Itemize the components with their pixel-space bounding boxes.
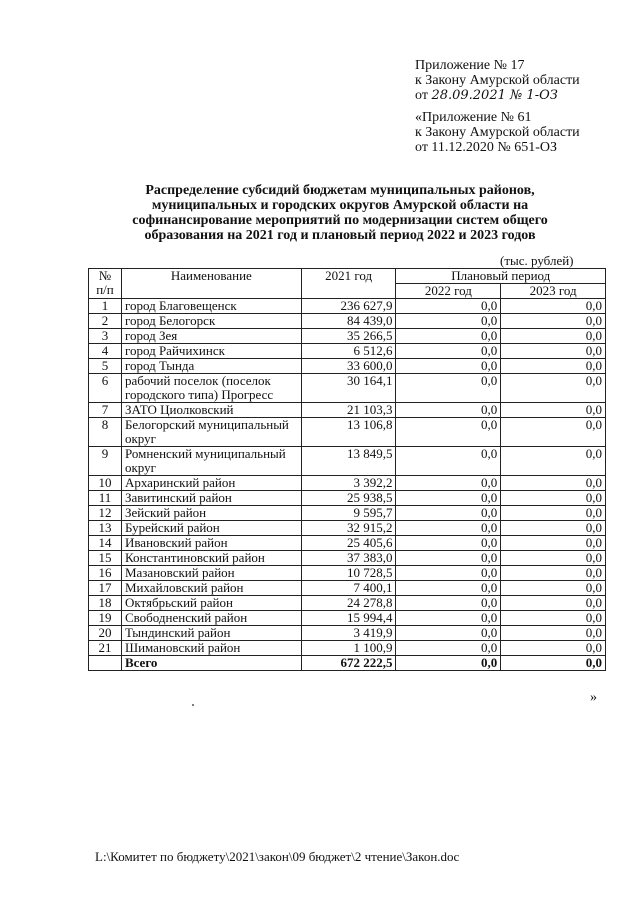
cell-y2023: 0,0: [501, 418, 606, 447]
appendix-date-line: от 11.12.2020 № 651-ОЗ: [415, 140, 558, 155]
cell-y2023: 0,0: [501, 566, 606, 581]
table-row: [89, 596, 606, 611]
cell-num: 7: [89, 403, 122, 418]
cell-y2023: 0,0: [501, 359, 606, 374]
table-header-row: [89, 269, 606, 284]
cell-num: 21: [89, 641, 122, 656]
table-row: [89, 418, 606, 447]
cell-y2023: 0,0: [501, 314, 606, 329]
cell-y2021: 13 849,5: [301, 447, 396, 476]
cell-y2021: 15 994,4: [301, 611, 396, 626]
cell-name: Шимановский район: [121, 641, 301, 656]
cell-name: ЗАТО Циолковский: [121, 403, 301, 418]
cell-name: Белогорский муниципальный округ: [121, 418, 301, 447]
cell-y2022: 0,0: [396, 447, 501, 476]
cell-num: 4: [89, 344, 122, 359]
cell-y2023: 0,0: [501, 506, 606, 521]
cell-name: город Благовещенск: [121, 299, 301, 314]
cell-y2021: 9 595,7: [301, 506, 396, 521]
cell-num: 14: [89, 536, 122, 551]
cell-num: 1: [89, 299, 122, 314]
document-title: Распределение субсидий бюджетам муниципальных районов, муниципальных и городских округов Амурской области на софинансирование мероприятий по модернизации систем общего образования на 2021 год и плановый период 2022 и 2023 годов: [132, 183, 548, 243]
cell-name: Михайловский район: [121, 581, 301, 596]
cell-num: 19: [89, 611, 122, 626]
table-row: [89, 374, 606, 403]
cell-name: Мазановский район: [121, 566, 301, 581]
cell-y2022: 0,0: [396, 329, 501, 344]
scan-speck: [192, 704, 194, 706]
cell-num: 11: [89, 491, 122, 506]
cell-num: [89, 656, 122, 671]
cell-y2021: 24 278,8: [301, 596, 396, 611]
cell-num: 2: [89, 314, 122, 329]
table-total-row: [89, 656, 606, 671]
cell-y2021: 33 600,0: [301, 359, 396, 374]
cell-y2023: 0,0: [501, 491, 606, 506]
cell-name: город Белогорск: [121, 314, 301, 329]
cell-y2021: 3 392,2: [301, 476, 396, 491]
appendix-date-line: [415, 88, 580, 103]
cell-y2021: 21 103,3: [301, 403, 396, 418]
cell-y2023: 0,0: [501, 611, 606, 626]
table-row: [89, 314, 606, 329]
cell-y2022: 0,0: [396, 506, 501, 521]
appendix-date-prefix: от: [415, 88, 428, 103]
cell-y2021: 35 266,5: [301, 329, 396, 344]
cell-y2023: 0,0: [501, 596, 606, 611]
cell-y2023: 0,0: [501, 536, 606, 551]
cell-name: Октябрьский район: [121, 596, 301, 611]
cell-y2023: 0,0: [501, 476, 606, 491]
cell-y2023: 0,0: [501, 551, 606, 566]
cell-name: Зейский район: [121, 506, 301, 521]
table-row: [89, 447, 606, 476]
cell-num: 15: [89, 551, 122, 566]
table-row: [89, 299, 606, 314]
cell-name: рабочий поселок (поселок городского типа) Прогресс: [121, 374, 301, 403]
cell-y2021: 7 400,1: [301, 581, 396, 596]
cell-y2021: 6 512,6: [301, 344, 396, 359]
cell-y2022: 0,0: [396, 521, 501, 536]
cell-y2021: 25 405,6: [301, 536, 396, 551]
cell-y2022: 0,0: [396, 344, 501, 359]
cell-num: 16: [89, 566, 122, 581]
units-label: (тыс. рублей): [500, 253, 574, 268]
cell-y2021: 13 106,8: [301, 418, 396, 447]
cell-name: Ромненский муниципальный округ: [121, 447, 301, 476]
total-y2023: 0,0: [501, 656, 606, 671]
cell-y2023: 0,0: [501, 374, 606, 403]
cell-y2022: 0,0: [396, 491, 501, 506]
cell-num: 3: [89, 329, 122, 344]
cell-y2022: 0,0: [396, 418, 501, 447]
cell-y2022: 0,0: [396, 566, 501, 581]
cell-y2023: 0,0: [501, 447, 606, 476]
appendix-header-new: [415, 58, 580, 103]
cell-y2022: 0,0: [396, 403, 501, 418]
cell-y2023: 0,0: [501, 329, 606, 344]
cell-name: Завитинский район: [121, 491, 301, 506]
appendix-header-old: [415, 110, 580, 155]
table-row: [89, 403, 606, 418]
cell-y2022: 0,0: [396, 314, 501, 329]
table-row: [89, 641, 606, 656]
cell-name: город Тында: [121, 359, 301, 374]
cell-name: город Зея: [121, 329, 301, 344]
cell-y2022: 0,0: [396, 374, 501, 403]
cell-y2023: 0,0: [501, 581, 606, 596]
cell-y2021: 3 419,9: [301, 626, 396, 641]
cell-name: Тындинский район: [121, 626, 301, 641]
cell-y2021: 37 383,0: [301, 551, 396, 566]
cell-num: 20: [89, 626, 122, 641]
appendix-number: Приложение № 17: [415, 58, 525, 73]
cell-y2021: 10 728,5: [301, 566, 396, 581]
header-2022: 2022 год: [396, 284, 501, 299]
cell-y2022: 0,0: [396, 581, 501, 596]
cell-num: 5: [89, 359, 122, 374]
cell-name: Ивановский район: [121, 536, 301, 551]
table-row: [89, 581, 606, 596]
table-body: [89, 299, 606, 671]
table-row: [89, 476, 606, 491]
cell-y2022: 0,0: [396, 641, 501, 656]
closing-quote: »: [590, 690, 597, 705]
cell-y2023: 0,0: [501, 344, 606, 359]
file-path-footer: L:\Комитет по бюджету\2021\закон\09 бюджет\2 чтение\Закон.doc: [95, 849, 460, 864]
cell-y2023: 0,0: [501, 641, 606, 656]
table-row: [89, 491, 606, 506]
cell-name: Архаринский район: [121, 476, 301, 491]
table-row: [89, 506, 606, 521]
table-row: [89, 626, 606, 641]
cell-y2021: 236 627,9: [301, 299, 396, 314]
cell-num: 13: [89, 521, 122, 536]
cell-y2021: 84 439,0: [301, 314, 396, 329]
cell-name: Константиновский район: [121, 551, 301, 566]
appendix-law-ref: к Закону Амурской области: [415, 73, 580, 88]
cell-y2021: 32 915,2: [301, 521, 396, 536]
cell-num: 8: [89, 418, 122, 447]
header-2021: 2021 год: [301, 269, 396, 299]
cell-y2022: 0,0: [396, 299, 501, 314]
cell-y2023: 0,0: [501, 403, 606, 418]
cell-y2022: 0,0: [396, 359, 501, 374]
cell-name: Свободненский район: [121, 611, 301, 626]
table-row: [89, 551, 606, 566]
cell-y2021: 30 164,1: [301, 374, 396, 403]
cell-y2021: 1 100,9: [301, 641, 396, 656]
cell-num: 9: [89, 447, 122, 476]
cell-y2023: 0,0: [501, 299, 606, 314]
handwritten-date-number: 28.09.2021 № 1-ОЗ: [431, 88, 558, 103]
header-num: № п/п: [89, 269, 122, 299]
cell-y2023: 0,0: [501, 521, 606, 536]
subsidy-table: [88, 268, 606, 671]
table-row: [89, 344, 606, 359]
appendix-number: «Приложение № 61: [415, 110, 532, 125]
cell-num: 10: [89, 476, 122, 491]
table-row: [89, 611, 606, 626]
header-planned-period: Плановый период: [396, 269, 606, 284]
cell-num: 6: [89, 374, 122, 403]
table-row: [89, 536, 606, 551]
cell-y2022: 0,0: [396, 476, 501, 491]
appendix-law-ref: к Закону Амурской области: [415, 125, 580, 140]
total-y2021: 672 222,5: [301, 656, 396, 671]
cell-y2021: 25 938,5: [301, 491, 396, 506]
cell-num: 17: [89, 581, 122, 596]
header-name: Наименование: [121, 269, 301, 299]
cell-y2022: 0,0: [396, 611, 501, 626]
cell-y2023: 0,0: [501, 626, 606, 641]
header-2023: 2023 год: [501, 284, 606, 299]
cell-y2022: 0,0: [396, 551, 501, 566]
cell-y2022: 0,0: [396, 596, 501, 611]
cell-name: город Райчихинск: [121, 344, 301, 359]
cell-y2022: 0,0: [396, 626, 501, 641]
total-y2022: 0,0: [396, 656, 501, 671]
cell-name: Бурейский район: [121, 521, 301, 536]
cell-num: 12: [89, 506, 122, 521]
table-row: [89, 329, 606, 344]
table-row: [89, 521, 606, 536]
total-name: Всего: [121, 656, 301, 671]
cell-y2022: 0,0: [396, 536, 501, 551]
cell-num: 18: [89, 596, 122, 611]
table-row: [89, 566, 606, 581]
table-row: [89, 359, 606, 374]
